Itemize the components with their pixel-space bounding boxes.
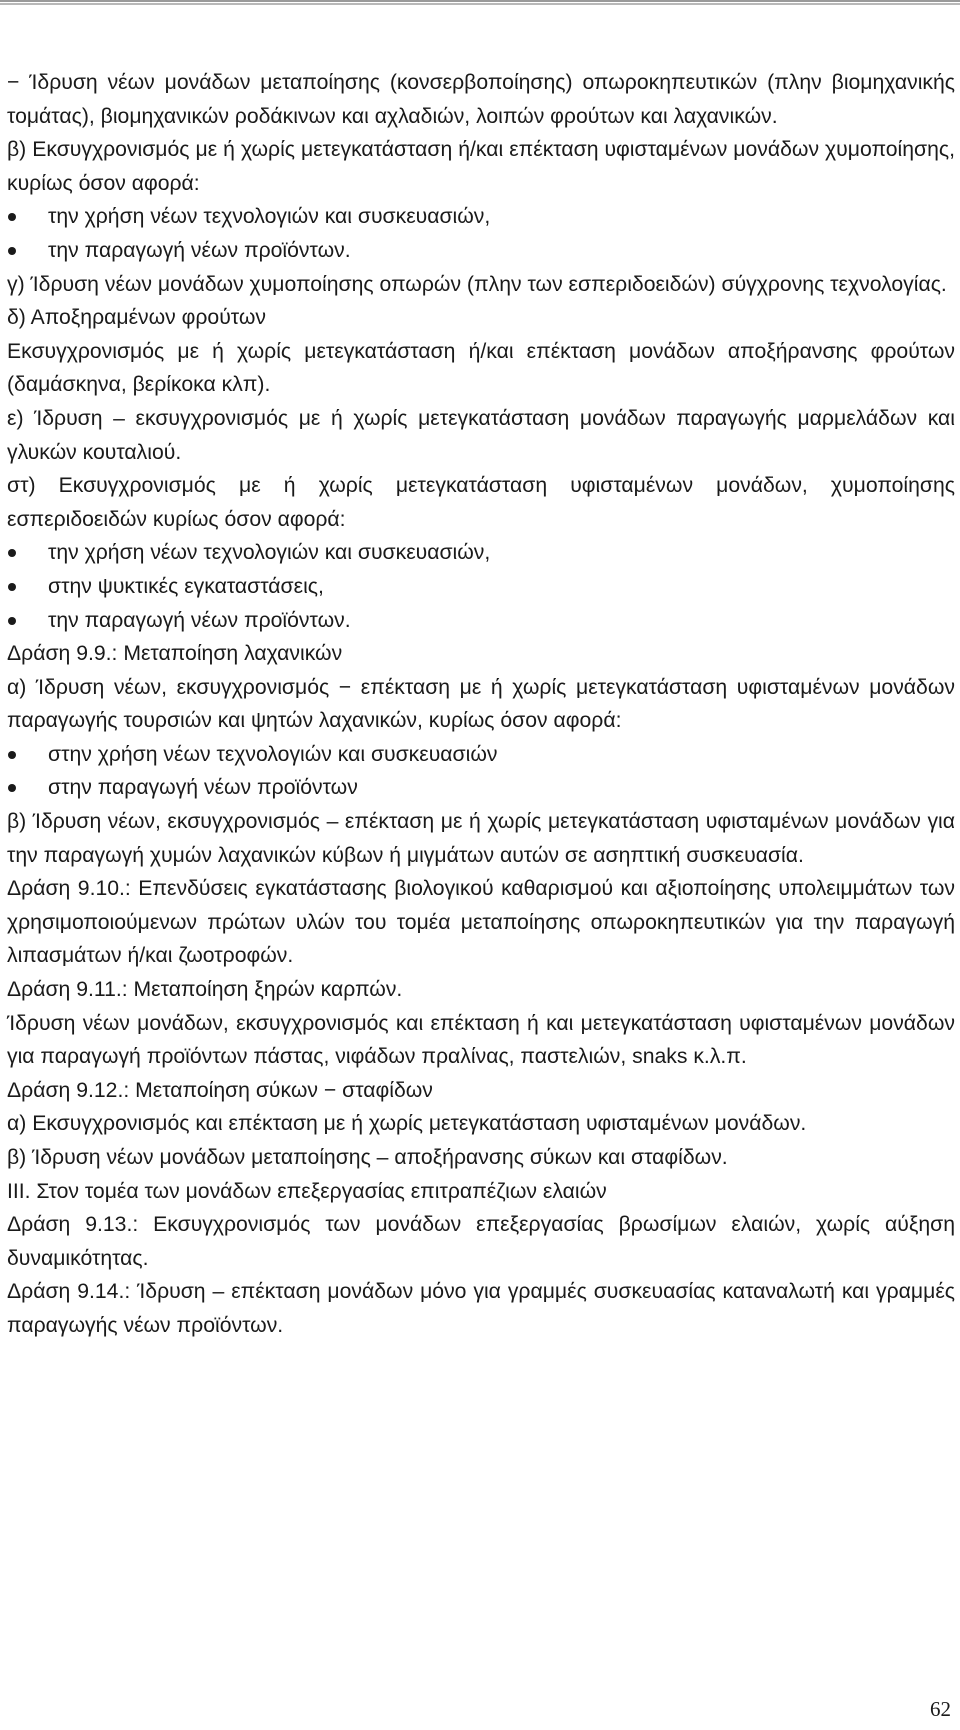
document-body	[7, 66, 955, 1343]
header-rule	[0, 0, 960, 7]
bullet-item	[7, 604, 955, 638]
bullet-text: στην παραγωγή νέων προϊόντων	[48, 776, 358, 800]
bullet-text: στην χρήση νέων τεχνολογιών και συσκευασιών	[48, 742, 498, 766]
paragraph: δ) Αποξηραμένων φρούτων	[7, 306, 267, 330]
page-number: 62	[930, 1697, 951, 1721]
bullet-text: στην ψυκτικές εγκαταστάσεις,	[48, 574, 324, 598]
paragraph: Εκσυγχρονισμός με ή χωρίς μετεγκατάσταση ή/και επέκταση μονάδων αποξήρανσης φρούτων (δαμάσκηνα, βερίκοκα κλπ).	[7, 339, 955, 397]
bullet-dot-icon	[7, 570, 48, 604]
paragraph: Δράση 9.10.: Επενδύσεις εγκατάστασης βιολογικού καθαρισμού και αξιοποίησης υπολειμμάτων των χρησιμοποιούμενων πρώτων υλών του τομέα μεταποίησης οπωροκηπευτικών για την παραγωγή λιπασμάτων ή/και ζωοτροφών.	[7, 877, 955, 968]
paragraph: β) Ίδρυση νέων, εκσυγχρονισμός – επέκταση με ή χωρίς μετεγκατάσταση υφισταμένων μονάδων για την παραγωγή χυμών λαχανικών κύβων ή μιγμάτων αυτών σε ασηπτική συσκευασία.	[7, 810, 955, 867]
bullet-text: την χρήση νέων τεχνολογιών και συσκευασιών,	[48, 205, 491, 229]
bullet-dot-icon	[7, 771, 48, 805]
paragraph: Δράση 9.11.: Μεταποίηση ξηρών καρπών.	[7, 978, 403, 1002]
bullet-item	[7, 738, 955, 772]
bullet-dot-icon	[7, 234, 48, 268]
bullet-text: την παραγωγή νέων προϊόντων.	[48, 238, 351, 262]
paragraph: α) Εκσυγχρονισμός και επέκταση με ή χωρίς μετεγκατάσταση υφισταμένων μονάδων.	[7, 1112, 807, 1136]
paragraph: στ) Εκσυγχρονισμός με ή χωρίς μετεγκατάσταση υφισταμένων μονάδων, χυμοποίησης εσπεριδοειδών κυρίως όσον αφορά:	[7, 474, 955, 531]
bullet-text: την χρήση νέων τεχνολογιών και συσκευασιών,	[48, 541, 491, 565]
bullet-dot-icon	[7, 738, 48, 772]
paragraph: β) Εκσυγχρονισμός με ή χωρίς μετεγκατάσταση ή/και επέκταση υφισταμένων μονάδων χυμοποίησης, κυρίως όσον αφορά:	[7, 138, 955, 195]
paragraph: β) Ίδρυση νέων μονάδων μεταποίησης – αποξήρανσης σύκων και σταφίδων.	[7, 1146, 728, 1169]
paragraph: γ) Ίδρυση νέων μονάδων χυμοποίησης οπωρών (πλην των εσπεριδοειδών) σύγχρονης τεχνολογίας.	[7, 272, 947, 296]
paragraph: Ίδρυση νέων μονάδων, εκσυγχρονισμός και επέκταση ή και μετεγκατάσταση υφισταμένων μονάδων για παραγωγή προϊόντων πάστας, νιφάδων πραλίνας, παστελιών, snaks κ.λ.π.	[7, 1011, 955, 1069]
paragraph: Δράση 9.14.: Ίδρυση – επέκταση μονάδων μόνο για γραμμές συσκευασίας καταναλωτή και γραμμές παραγωγής νέων προϊόντων.	[7, 1280, 955, 1337]
bullet-item	[7, 771, 955, 805]
bullet-item	[7, 536, 955, 570]
bullet-dot-icon	[7, 536, 48, 570]
paragraph: − Ίδρυση νέων μονάδων μεταποίησης (κονσερβοποίησης) οπωροκηπευτικών (πλην βιομηχανικής τομάτας), βιομηχανικών ροδάκινων και αχλαδιών, λοιπών φρούτων και λαχανικών.	[7, 71, 955, 128]
paragraph: Δράση 9.9.: Μεταποίηση λαχανικών	[7, 642, 343, 666]
paragraph: ε) Ίδρυση – εκσυγχρονισμός με ή χωρίς μετεγκατάσταση μονάδων παραγωγής μαρμελάδων και γλυκών κουταλιού.	[7, 406, 955, 464]
paragraph: ΙΙΙ. Στον τομέα των μονάδων επεξεργασίας επιτραπέζιων ελαιών	[7, 1179, 607, 1203]
bullet-text: την παραγωγή νέων προϊόντων.	[48, 608, 351, 632]
bullet-item	[7, 234, 955, 268]
bullet-item	[7, 200, 955, 234]
paragraph: Δράση 9.12.: Μεταποίηση σύκων − σταφίδων	[7, 1078, 433, 1102]
paragraph: Δράση 9.13.: Εκσυγχρονισμός των μονάδων επεξεργασίας βρωσίμων ελαιών, χωρίς αύξηση δυναμικότητας.	[7, 1213, 955, 1270]
bullet-item	[7, 570, 955, 604]
paragraph: α) Ίδρυση νέων, εκσυγχρονισμός − επέκταση με ή χωρίς μετεγκατάσταση υφισταμένων μονάδων παραγωγής τουρσιών και ψητών λαχανικών, κυρίως όσον αφορά:	[7, 675, 955, 733]
bullet-dot-icon	[7, 200, 48, 234]
bullet-dot-icon	[7, 604, 48, 638]
